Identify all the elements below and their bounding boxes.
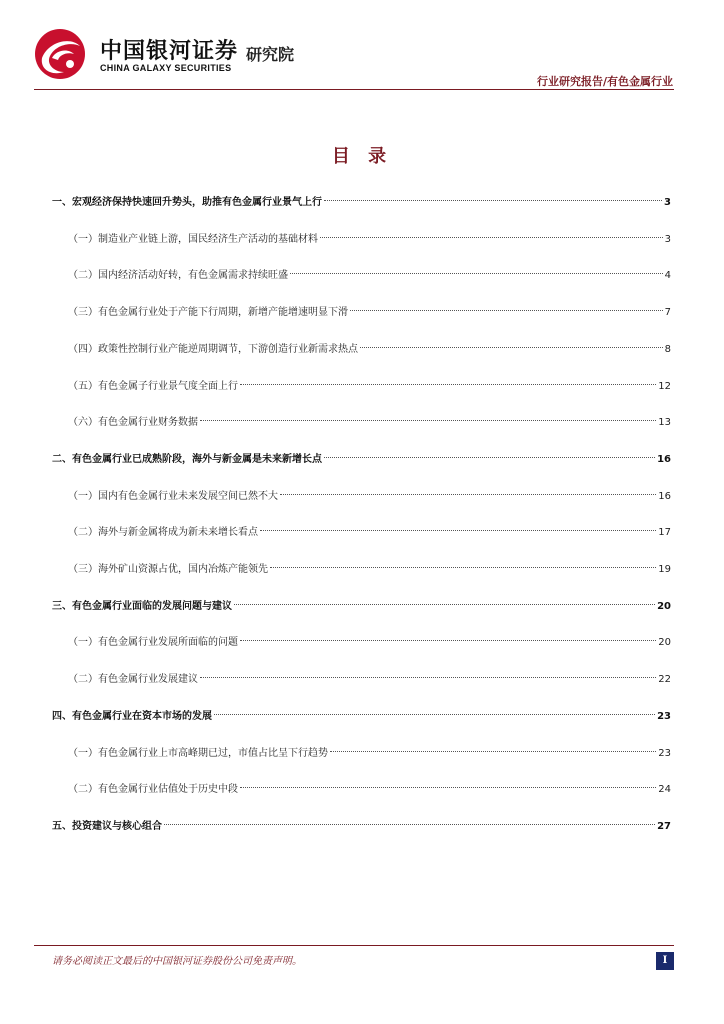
toc-dot-leader xyxy=(270,567,656,568)
toc-dot-leader xyxy=(330,751,656,752)
galaxy-logo-icon xyxy=(34,28,86,80)
toc-dot-leader xyxy=(320,237,663,238)
toc-entry-label: （一）有色金属行业发展所面临的问题 xyxy=(68,637,238,648)
toc-entry-label: （二）国内经济活动好转，有色金属需求持续旺盛 xyxy=(68,270,288,281)
toc-page-number: 27 xyxy=(657,821,671,832)
toc-page-number: 20 xyxy=(658,637,671,648)
toc-entry-label: （四）政策性控制行业产能逆周期调节，下游创造行业新需求热点 xyxy=(68,344,358,355)
toc-entry-label: （三）海外矿山资源占优，国内冶炼产能领先 xyxy=(68,564,268,575)
toc-section-link[interactable] xyxy=(52,707,671,727)
toc-page-number: 12 xyxy=(658,381,671,392)
toc-entry-label: 三、有色金属行业面临的发展问题与建议 xyxy=(52,601,232,612)
toc-dot-leader xyxy=(240,787,656,788)
toc-subsection-link[interactable] xyxy=(68,413,671,433)
toc-dot-leader xyxy=(260,530,656,531)
toc-entry-label: （五）有色金属子行业景气度全面上行 xyxy=(68,381,238,392)
toc-dot-leader xyxy=(324,200,662,201)
toc-dot-leader xyxy=(164,824,655,825)
toc-page-number: 23 xyxy=(658,748,671,759)
toc-page-number: 8 xyxy=(664,344,671,355)
toc-section-link[interactable] xyxy=(52,193,671,213)
toc-dot-leader xyxy=(200,420,656,421)
toc-section-link[interactable] xyxy=(52,597,671,617)
toc-entry-label: 二、有色金属行业已成熟阶段，海外与新金属是未来新增长点 xyxy=(52,454,322,465)
toc-subsection-link[interactable] xyxy=(68,230,671,250)
toc-dot-leader xyxy=(350,310,663,311)
toc-dot-leader xyxy=(240,384,656,385)
logo-english-name: CHINA GALAXY SECURITIES xyxy=(100,63,232,73)
toc-page-number: 7 xyxy=(664,307,671,318)
toc-title: 目 录 xyxy=(331,146,393,167)
toc-subsection-link[interactable] xyxy=(68,633,671,653)
toc-page-number: 4 xyxy=(664,270,671,281)
toc-page-number: 3 xyxy=(664,197,671,208)
toc-subsection-link[interactable] xyxy=(68,266,671,286)
toc-entry-label: （二）有色金属行业估值处于历史中段 xyxy=(68,784,238,795)
toc-dot-leader xyxy=(214,714,655,715)
toc-entry-label: （六）有色金属行业财务数据 xyxy=(68,417,198,428)
toc-entry-label: （一）国内有色金属行业未来发展空间已然不大 xyxy=(68,491,278,502)
toc-subsection-link[interactable] xyxy=(68,487,671,507)
toc-dot-leader xyxy=(324,457,655,458)
toc-page-number: 17 xyxy=(658,527,671,538)
toc-dot-leader xyxy=(200,677,656,678)
toc-subsection-link[interactable] xyxy=(68,670,671,690)
report-category: 行业研究报告/有色金属行业 xyxy=(536,75,673,88)
logo-chinese-name: 中国银河证券 xyxy=(100,39,239,64)
toc-entry-label: （一）有色金属行业上市高峰期已过，市值占比呈下行趋势 xyxy=(68,748,328,759)
page-header xyxy=(0,0,724,92)
toc-dot-leader xyxy=(234,604,655,605)
page-number-badge: I xyxy=(656,952,674,970)
toc-entry-label: （二）有色金属行业发展建议 xyxy=(68,674,198,685)
toc-entry-label: 五、投资建议与核心组合 xyxy=(52,821,162,832)
toc-subsection-link[interactable] xyxy=(68,780,671,800)
toc-entry-label: （一）制造业产业链上游，国民经济生产活动的基础材料 xyxy=(68,234,318,245)
toc-page-number: 20 xyxy=(657,601,671,612)
toc-subsection-link[interactable] xyxy=(68,560,671,580)
header-divider xyxy=(34,89,674,90)
toc-dot-leader xyxy=(280,494,656,495)
toc-page-number: 16 xyxy=(658,491,671,502)
footer-divider xyxy=(34,945,674,946)
toc-page-number: 24 xyxy=(658,784,671,795)
toc-section-link[interactable] xyxy=(52,817,671,837)
toc-entry-label: （二）海外与新金属将成为新未来增长看点 xyxy=(68,527,258,538)
toc-subsection-link[interactable] xyxy=(68,523,671,543)
company-logo xyxy=(34,28,314,80)
toc-subsection-link[interactable] xyxy=(68,744,671,764)
logo-department: 研究院 xyxy=(246,45,295,64)
toc-entry-label: （三）有色金属行业处于产能下行周期，新增产能增速明显下滑 xyxy=(68,307,348,318)
toc-subsection-link[interactable] xyxy=(68,340,671,360)
toc-page-number: 23 xyxy=(657,711,671,722)
toc-page-number: 3 xyxy=(664,234,671,245)
toc-section-link[interactable] xyxy=(52,450,671,470)
toc-dot-leader xyxy=(240,640,656,641)
toc-page-number: 22 xyxy=(658,674,671,685)
toc-entry-label: 一、宏观经济保持快速回升势头，助推有色金属行业景气上行 xyxy=(52,197,322,208)
toc-dot-leader xyxy=(360,347,663,348)
toc-page-number: 13 xyxy=(658,417,671,428)
toc-dot-leader xyxy=(290,273,663,274)
toc-page-number: 16 xyxy=(657,454,671,465)
toc-page-number: 19 xyxy=(658,564,671,575)
disclaimer-text: 请务必阅读正文最后的中国银河证券股份公司免责声明。 xyxy=(52,956,302,967)
toc-subsection-link[interactable] xyxy=(68,377,671,397)
toc-subsection-link[interactable] xyxy=(68,303,671,323)
toc-entry-label: 四、有色金属行业在资本市场的发展 xyxy=(52,711,212,722)
